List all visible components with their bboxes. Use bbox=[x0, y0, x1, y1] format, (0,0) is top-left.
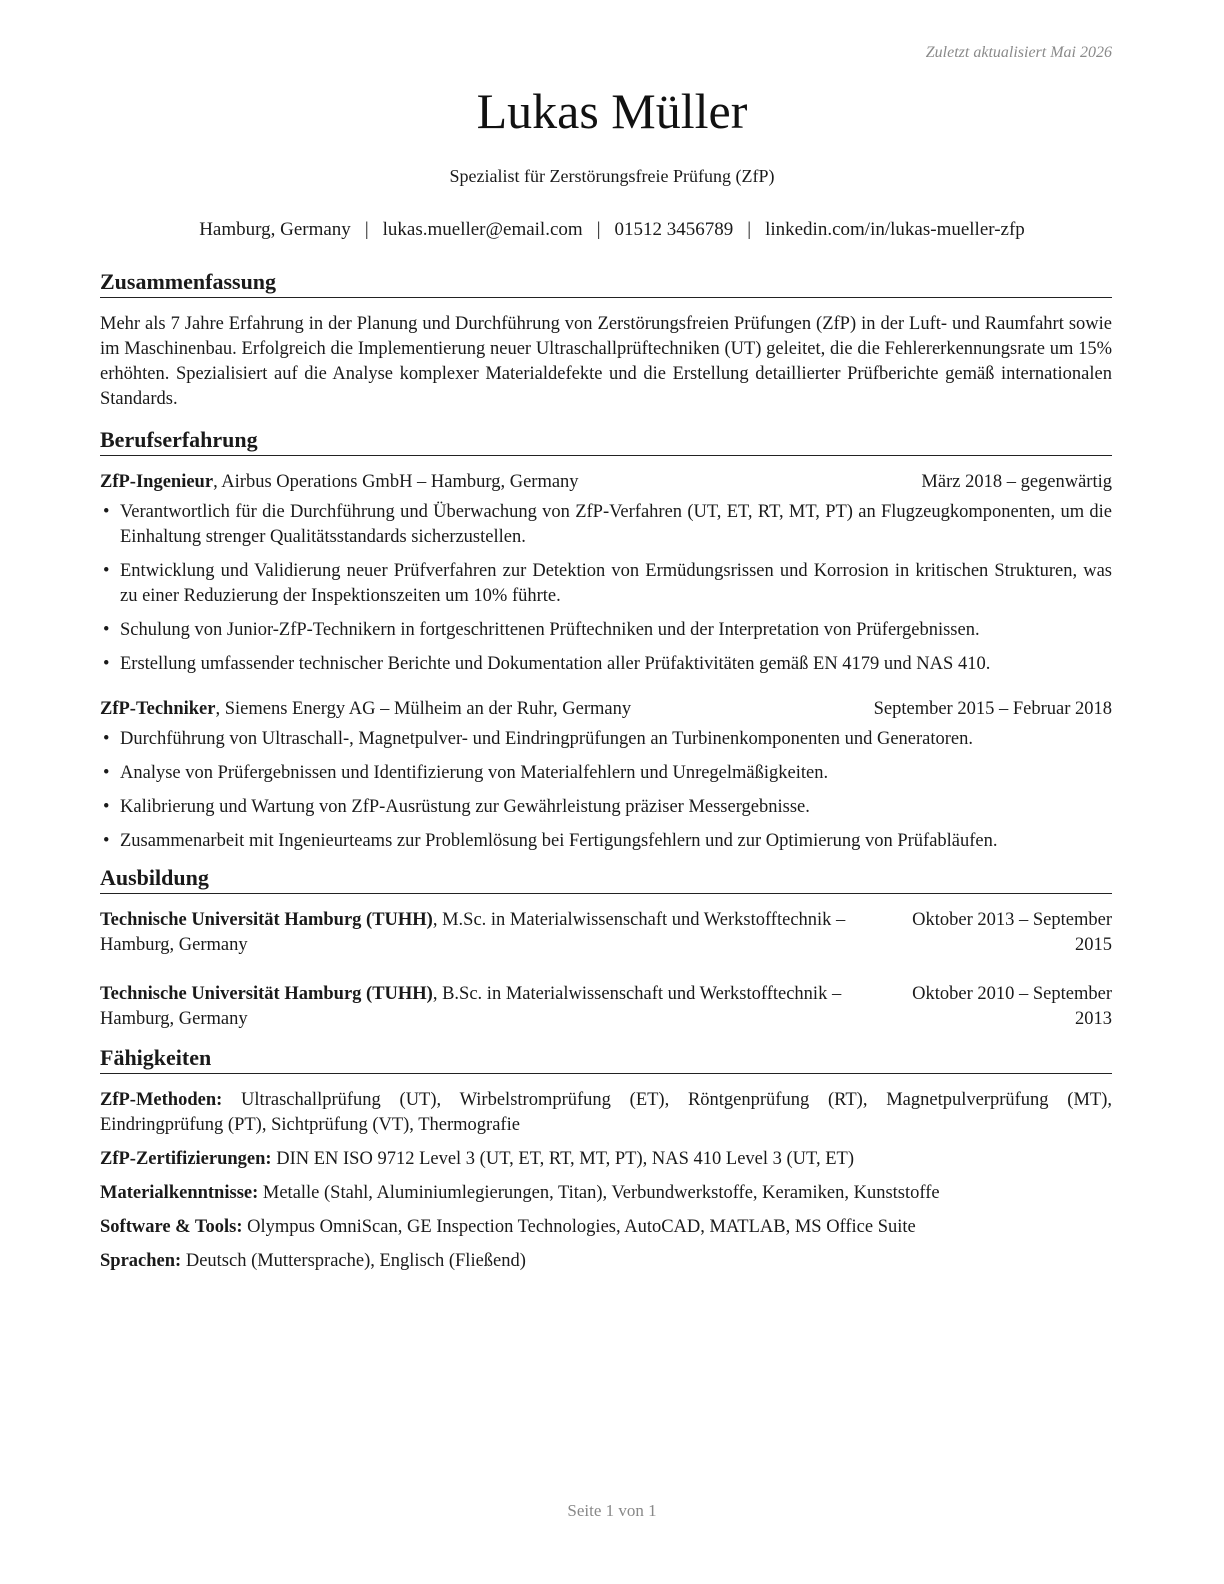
contact-separator: | bbox=[596, 219, 601, 240]
job-bullets bbox=[100, 727, 1112, 854]
summary-text: Mehr als 7 Jahre Erfahrung in der Planung und Durchführung von Zerstörungsfreien Prüfungen (ZfP) in der Luft- und Raumfahrt sowie im Maschinenbau. Erfolgreich die Implementierung neuer Ultraschallprüftechniken (UT) geleitet, die die Fehlererkennungsrate um 15% erhöhten. Spezialisiert auf die Analyse komplexer Materialdefekte und die Erstellung detaillierter Prüfberichte gemäß internationalen Standards. bbox=[100, 314, 1112, 409]
job-role: ZfP-Techniker bbox=[100, 699, 216, 719]
job-bullet: • Kalibrierung und Wartung von ZfP-Ausrüstung zur Gewährleistung präziser Messergebnisse. bbox=[100, 795, 1112, 820]
contact-separator: | bbox=[747, 219, 752, 240]
education-header bbox=[100, 908, 1112, 958]
education-dates: Oktober 2010 – September 2013 bbox=[912, 984, 1112, 1029]
contact-separator: | bbox=[364, 219, 369, 240]
job-details: , Siemens Energy AG – Mülheim an der Ruhr, Germany bbox=[215, 699, 632, 719]
section-title-experience: Berufserfahrung bbox=[100, 426, 1112, 456]
education-school: Technische Universität Hamburg (TUHH) bbox=[100, 910, 433, 930]
resume-content bbox=[100, 268, 1112, 1283]
page-number: Seite 1 von 1 bbox=[567, 1501, 657, 1520]
skill-value: Metalle (Stahl, Aluminiumlegierungen, Titan), Verbundwerkstoffe, Keramiken, Kunststoffe bbox=[258, 1183, 940, 1203]
job-entry bbox=[100, 697, 1112, 854]
education-entry bbox=[100, 908, 1112, 958]
last-updated: Zuletzt aktualisiert Mai 2026 bbox=[925, 44, 1112, 61]
skill-row bbox=[100, 1181, 1112, 1206]
skill-row bbox=[100, 1249, 1112, 1274]
job-entry bbox=[100, 470, 1112, 677]
education-details: , B.Sc. in Materialwissenschaft und Werkstofftechnik – Hamburg, Germany bbox=[100, 984, 842, 1029]
contact-phone[interactable]: 01512 3456789 bbox=[614, 219, 734, 240]
candidate-name: Lukas Müller bbox=[476, 83, 748, 139]
job-bullet: • Schulung von Junior-ZfP-Technikern in fortgeschrittenen Prüftechniken und der Interpretation von Prüfergebnissen. bbox=[100, 618, 1112, 643]
contact-location: Hamburg, Germany bbox=[199, 219, 351, 240]
job-bullets bbox=[100, 500, 1112, 677]
candidate-title: Spezialist für Zerstörungsfreie Prüfung (ZfP) bbox=[449, 166, 775, 186]
job-dates: März 2018 – gegenwärtig bbox=[921, 472, 1112, 492]
skill-row bbox=[100, 1215, 1112, 1240]
education-degree bbox=[100, 908, 868, 958]
job-position bbox=[100, 697, 872, 722]
job-dates: September 2015 – Februar 2018 bbox=[873, 699, 1112, 719]
job-details: , Airbus Operations GmbH – Hamburg, Germany bbox=[213, 472, 579, 492]
job-role: ZfP-Ingenieur bbox=[100, 472, 214, 492]
contact-line bbox=[0, 219, 1224, 241]
skill-label: Materialkenntnisse: bbox=[100, 1183, 259, 1203]
education-degree bbox=[100, 982, 868, 1032]
education-details: , M.Sc. in Materialwissenschaft und Werkstofftechnik – Hamburg, Germany bbox=[100, 910, 846, 955]
job-position bbox=[100, 470, 921, 495]
section-title-skills: Fähigkeiten bbox=[100, 1044, 1112, 1074]
section-title-summary: Zusammenfassung bbox=[100, 268, 1112, 298]
education-entry bbox=[100, 982, 1112, 1032]
job-bullet: • Analyse von Prüfergebnissen und Identifizierung von Materialfehlern und Unregelmäßigkeiten. bbox=[100, 761, 1112, 786]
education-school: Technische Universität Hamburg (TUHH) bbox=[100, 984, 433, 1004]
contact-email[interactable]: lukas.mueller@email.com bbox=[382, 219, 583, 240]
skill-row bbox=[100, 1088, 1112, 1138]
job-bullet: • Erstellung umfassender technischer Berichte und Dokumentation aller Prüfaktivitäten gemäß EN 4179 und NAS 410. bbox=[100, 652, 1112, 677]
job-header bbox=[100, 470, 1112, 495]
skill-value: Olympus OmniScan, GE Inspection Technologies, AutoCAD, MATLAB, MS Office Suite bbox=[242, 1217, 916, 1237]
job-bullet: • Zusammenarbeit mit Ingenieurteams zur Problemlösung bei Fertigungsfehlern und zur Optimierung von Prüfabläufen. bbox=[100, 829, 1112, 854]
skill-label: ZfP-Methoden: bbox=[100, 1090, 223, 1110]
job-bullet: • Entwicklung und Validierung neuer Prüfverfahren zur Detektion von Ermüdungsrissen und Korrosion in kritischen Strukturen, was zu einer Reduzierung der Inspektionszeiten um 10% führte. bbox=[100, 559, 1112, 609]
skill-value: Ultraschallprüfung (UT), Wirbelstromprüfung (ET), Röntgenprüfung (RT), Magnetpulverprüfung (MT), Eindringprüfung (PT), Sichtprüfung (VT), Thermografie bbox=[100, 1090, 1112, 1135]
job-bullet: • Durchführung von Ultraschall-, Magnetpulver- und Eindringprüfungen an Turbinenkomponenten und Generatoren. bbox=[100, 727, 1112, 752]
job-bullet: • Verantwortlich für die Durchführung und Überwachung von ZfP-Verfahren (UT, ET, RT, MT, PT) an Flugzeugkomponenten, um die Einhaltung strenger Qualitätsstandards sicherzustellen. bbox=[100, 500, 1112, 550]
skill-value: DIN EN ISO 9712 Level 3 (UT, ET, RT, MT, PT), NAS 410 Level 3 (UT, ET) bbox=[271, 1149, 854, 1169]
contact-linkedin[interactable]: linkedin.com/in/lukas-mueller-zfp bbox=[765, 219, 1025, 240]
job-header bbox=[100, 697, 1112, 722]
skill-label: Sprachen: bbox=[100, 1251, 182, 1271]
education-header bbox=[100, 982, 1112, 1032]
skill-label: ZfP-Zertifizierungen: bbox=[100, 1149, 272, 1169]
skill-label: Software & Tools: bbox=[100, 1217, 243, 1237]
skill-row bbox=[100, 1147, 1112, 1172]
skill-value: Deutsch (Muttersprache), Englisch (Fließend) bbox=[181, 1251, 526, 1271]
section-title-education: Ausbildung bbox=[100, 864, 1112, 894]
education-dates: Oktober 2013 – September 2015 bbox=[912, 910, 1112, 955]
